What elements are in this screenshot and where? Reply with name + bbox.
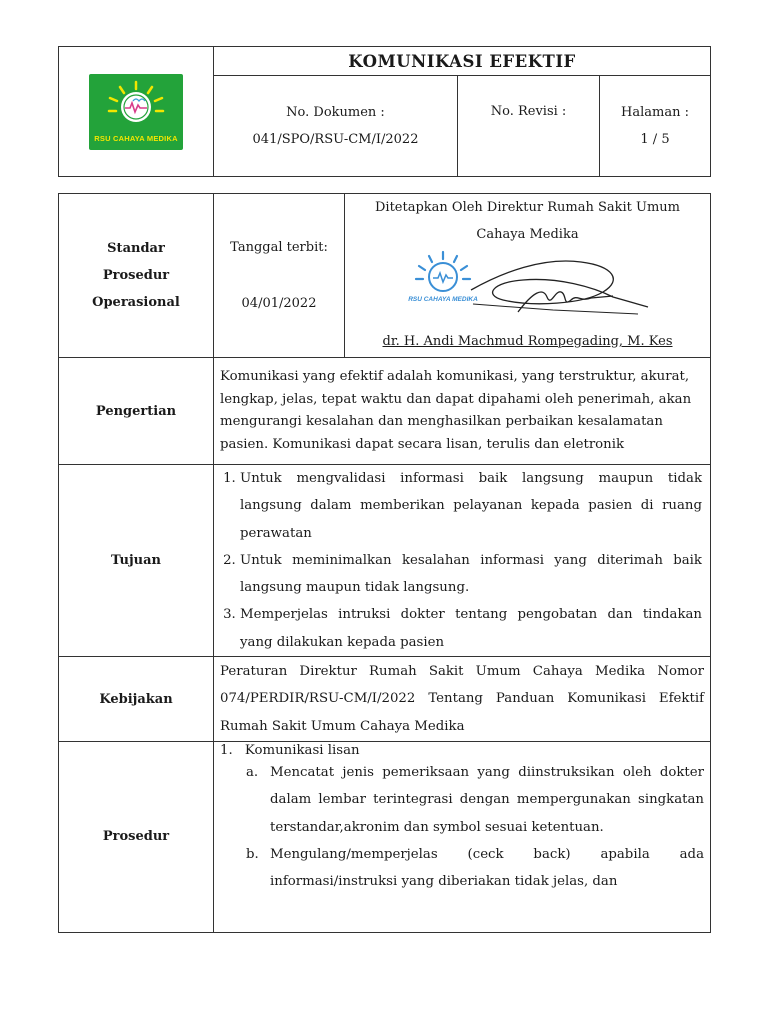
tujuan-list <box>218 465 704 656</box>
prosedur-label: Prosedur <box>59 741 214 932</box>
tujuan-content <box>214 465 711 657</box>
director-name: dr. H. Andi Machmud Rompegading, M. Kes <box>382 334 673 349</box>
approval-line2: Cahaya Medika <box>476 227 579 242</box>
kebijakan-label: Kebijakan <box>59 657 214 742</box>
kebijakan-text: Peraturan Direktur Rumah Sakit Umum Cahaya Medika Nomor 074/PERDIR/RSU-CM/I/2022 Tentang Panduan Komunikasi Efektif Rumah Sakit Umum Cahaya Medika <box>214 657 711 742</box>
list-item <box>246 841 704 896</box>
sub-marker: b. <box>246 846 259 862</box>
hospital-logo <box>89 74 183 150</box>
page-value: 1 / 5 <box>640 132 670 147</box>
director-signature <box>463 252 653 322</box>
sub-marker: a. <box>246 764 259 780</box>
prosedur-step-number: 1. <box>220 742 233 758</box>
stamp-signature-area <box>345 248 710 328</box>
issue-date-label: Tanggal terbit: <box>230 240 328 255</box>
prosedur-step-text: Komunikasi lisan <box>244 742 360 758</box>
approval-line1: Ditetapkan Oleh Direktur Rumah Sakit Umum <box>374 200 681 215</box>
list-item: 1. Untuk mengvalidasi informasi baik langsung maupun tidak langsung dalam memberikan pelayanan kepada pasien di ruang perawatan <box>240 465 704 547</box>
logo-text: RSU CAHAYA MEDIKA <box>94 133 178 143</box>
spo-label-line1: Standar <box>107 241 165 256</box>
issue-date-value: 04/01/2022 <box>241 296 317 311</box>
list-item: 2. Untuk meminimalkan kesalahan informasi yang diterimah baik langsung maupun tidak langsung. <box>240 547 704 602</box>
document-title: KOMUNIKASI EFEKTIF <box>214 47 711 76</box>
prosedur-sub-list <box>220 759 704 895</box>
prosedur-step-1 <box>220 742 704 759</box>
logo-cell <box>59 47 214 177</box>
revision-cell <box>458 76 600 177</box>
pengertian-text: Komunikasi yang efektif adalah komunikasi, yang terstruktur, akurat, lengkap, jelas, tepat waktu dan dapat dipahami oleh penerimah, akan mengurangi kesalahan dan menghasilkan perbaikan kesalamatan pasien. Komunikasi dapat secara lisan, terulis dan eletronik <box>214 358 711 465</box>
page-label: Halaman : <box>621 105 689 120</box>
doc-number-label: No. Dokumen : <box>286 105 385 120</box>
page-cell <box>600 76 711 177</box>
document-header <box>58 46 711 177</box>
spo-table <box>58 193 711 933</box>
approval-cell <box>345 194 711 358</box>
tujuan-label: Tujuan <box>59 465 214 657</box>
revision-label: No. Revisi : <box>490 104 567 119</box>
list-item: 3. Memperjelas intruksi dokter tentang pengobatan dan tindakan yang dilakukan kepada pasien <box>240 601 704 656</box>
spo-label-cell <box>59 194 214 358</box>
doc-number-value: 041/SPO/RSU-CM/I/2022 <box>252 132 419 147</box>
doc-number-cell <box>214 76 458 177</box>
sub-text: Mencatat jenis pemeriksaan yang diinstruksikan oleh dokter dalam lembar terintegrasi dengan mempergunakan singkatan terstandar,akronim dan symbol sesuai ketentuan. <box>270 764 704 835</box>
spo-label-line2: Prosedur <box>102 268 170 283</box>
issue-date-cell <box>214 194 345 358</box>
sub-text: Mengulang/memperjelas (ceck back) apabila ada informasi/instruksi yang diberiakan tidak jelas, dan <box>270 846 704 890</box>
list-item <box>246 759 704 841</box>
stamp-text: RSU CAHAYA MEDIKA <box>408 296 478 303</box>
pengertian-label: Pengertian <box>59 358 214 465</box>
spo-label-line3: Operasional <box>92 295 180 310</box>
prosedur-content <box>214 741 711 932</box>
